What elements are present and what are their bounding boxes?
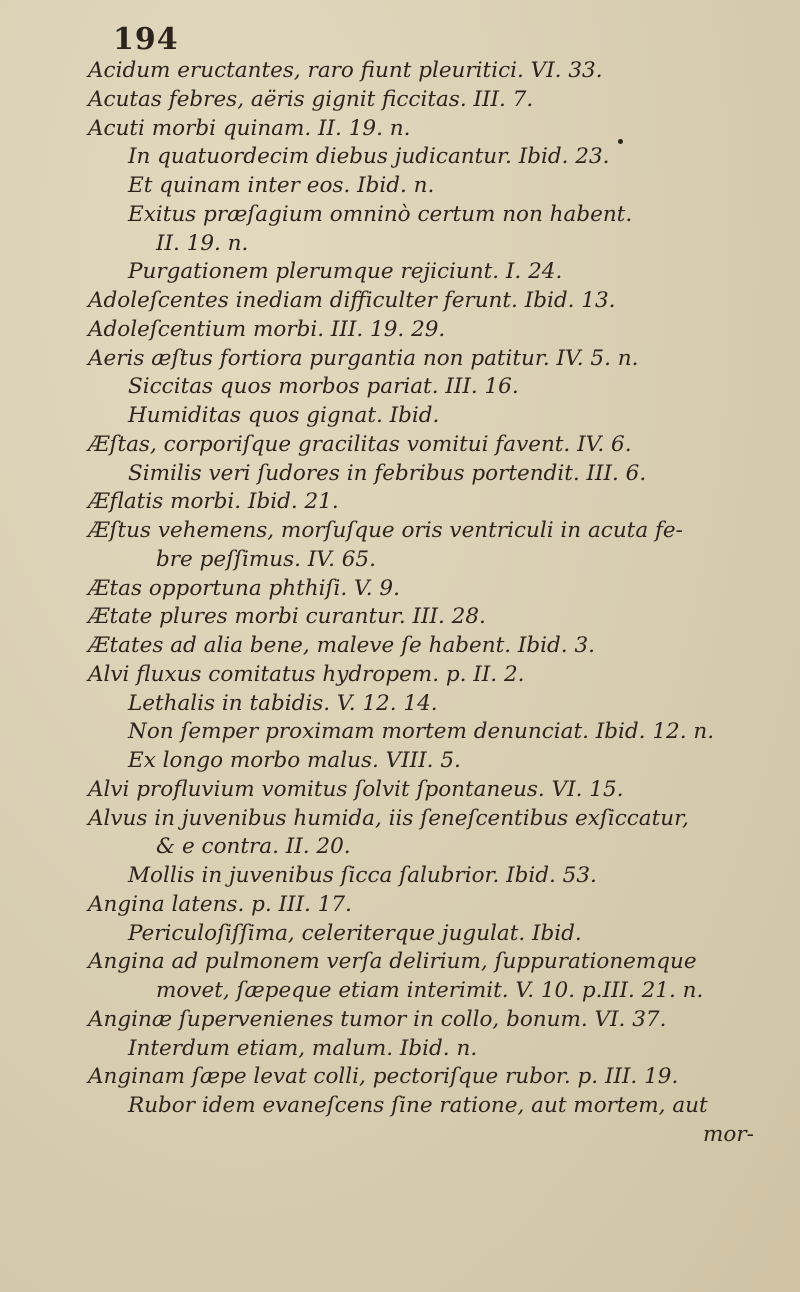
index-line: Ætate plures morbi curantur. III. 28. [88, 604, 486, 630]
index-line: Adoleſcentes inediam difficulter ferunt. Ibid. 13. [88, 288, 616, 313]
index-line: Aeris æſtus fortiora purgantia non patitur. IV. 5. n. [88, 345, 639, 371]
index-line: Acuti morbi quinam. II. 19. n. [88, 115, 411, 141]
index-line: Angina ad pulmonem verſa delirium, ſuppurationemque [88, 949, 697, 975]
index-line: Et quinam inter eos. Ibid. n. [128, 173, 435, 198]
index-line: Lethalis in tabidis. V. 12. 14. [128, 690, 438, 716]
index-line: Siccitas quos morbos pariat. III. 16. [128, 374, 519, 400]
index-line: Æſtus vehemens, morſuſque oris ventriculi in acuta fe- [88, 518, 683, 543]
index-line: Alvus in juvenibus humida, iis ſeneſcentibus exſiccatur, [88, 805, 689, 831]
index-line: Purgationem plerumque rejiciunt. I. 24. [128, 259, 563, 285]
index-line: Exitus præſagium omninò certum non habent. [128, 201, 633, 227]
index-line: Humiditas quos gignat. Ibid. [128, 403, 440, 428]
index-line: Æflatis morbi. Ibid. 21. [88, 489, 339, 515]
index-line: Alvi fluxus comitatus hydropem. p. II. 2. [88, 661, 525, 687]
index-line: Alvi profluvium vomitus ſolvit ſpontaneus. VI. 15. [88, 776, 624, 802]
index-line: & e contra. II. 20. [156, 834, 351, 860]
index-line: In quatuordecim diebus judicantur. Ibid. 23. [128, 144, 610, 170]
index-line: Rubor idem evaneſcens ſine ratione, aut mortem, aut [128, 1093, 708, 1118]
index-line: Acutas febres, aëris gignit ficcitas. III. 7. [88, 86, 534, 112]
index-line: Similis veri ſudores in febribus portendit. III. 6. [128, 460, 647, 486]
index-line: II. 19. n. [156, 230, 249, 256]
index-line: Angina latens. p. III. 17. [88, 891, 352, 917]
index-line: Interdum etiam, malum. Ibid. n. [128, 1035, 478, 1061]
index-line: Acidum eructantes, raro fiunt pleuritici. VI. 33. [88, 58, 603, 83]
index-line: movet, ſæpeque etiam interimit. V. 10. p.III. 21. n. [156, 978, 704, 1003]
index-line: Æſtas, corporiſque gracilitas vomitui favent. IV. 6. [88, 431, 632, 457]
index-line: Periculoſiſſima, celeriterque jugulat. Ibid. [128, 920, 582, 946]
index-line: Anginam ſæpe levat colli, pectoriſque rubor. p. III. 19. [88, 1064, 679, 1090]
catchword: mor- [703, 1121, 754, 1147]
page-number: 194 [113, 22, 179, 57]
index-line: Adoleſcentium morbi. III. 19. 29. [88, 316, 446, 342]
ink-speck [618, 139, 623, 144]
index-line: Anginæ ſupervenienes tumor in collo, bonum. VI. 37. [88, 1006, 667, 1032]
index-line: Ætates ad alia bene, maleve ſe habent. Ibid. 3. [88, 633, 595, 658]
index-line: Ætas opportuna phthiſi. V. 9. [88, 575, 400, 601]
index-line: Ex longo morbo malus. VIII. 5. [128, 748, 461, 773]
index-line: Non ſemper proximam mortem denunciat. Ibid. 12. n. [128, 719, 715, 745]
index-line: bre peſſimus. IV. 65. [156, 546, 376, 572]
index-line: Mollis in juvenibus ſicca ſalubrior. Ibid. 53. [128, 863, 597, 888]
